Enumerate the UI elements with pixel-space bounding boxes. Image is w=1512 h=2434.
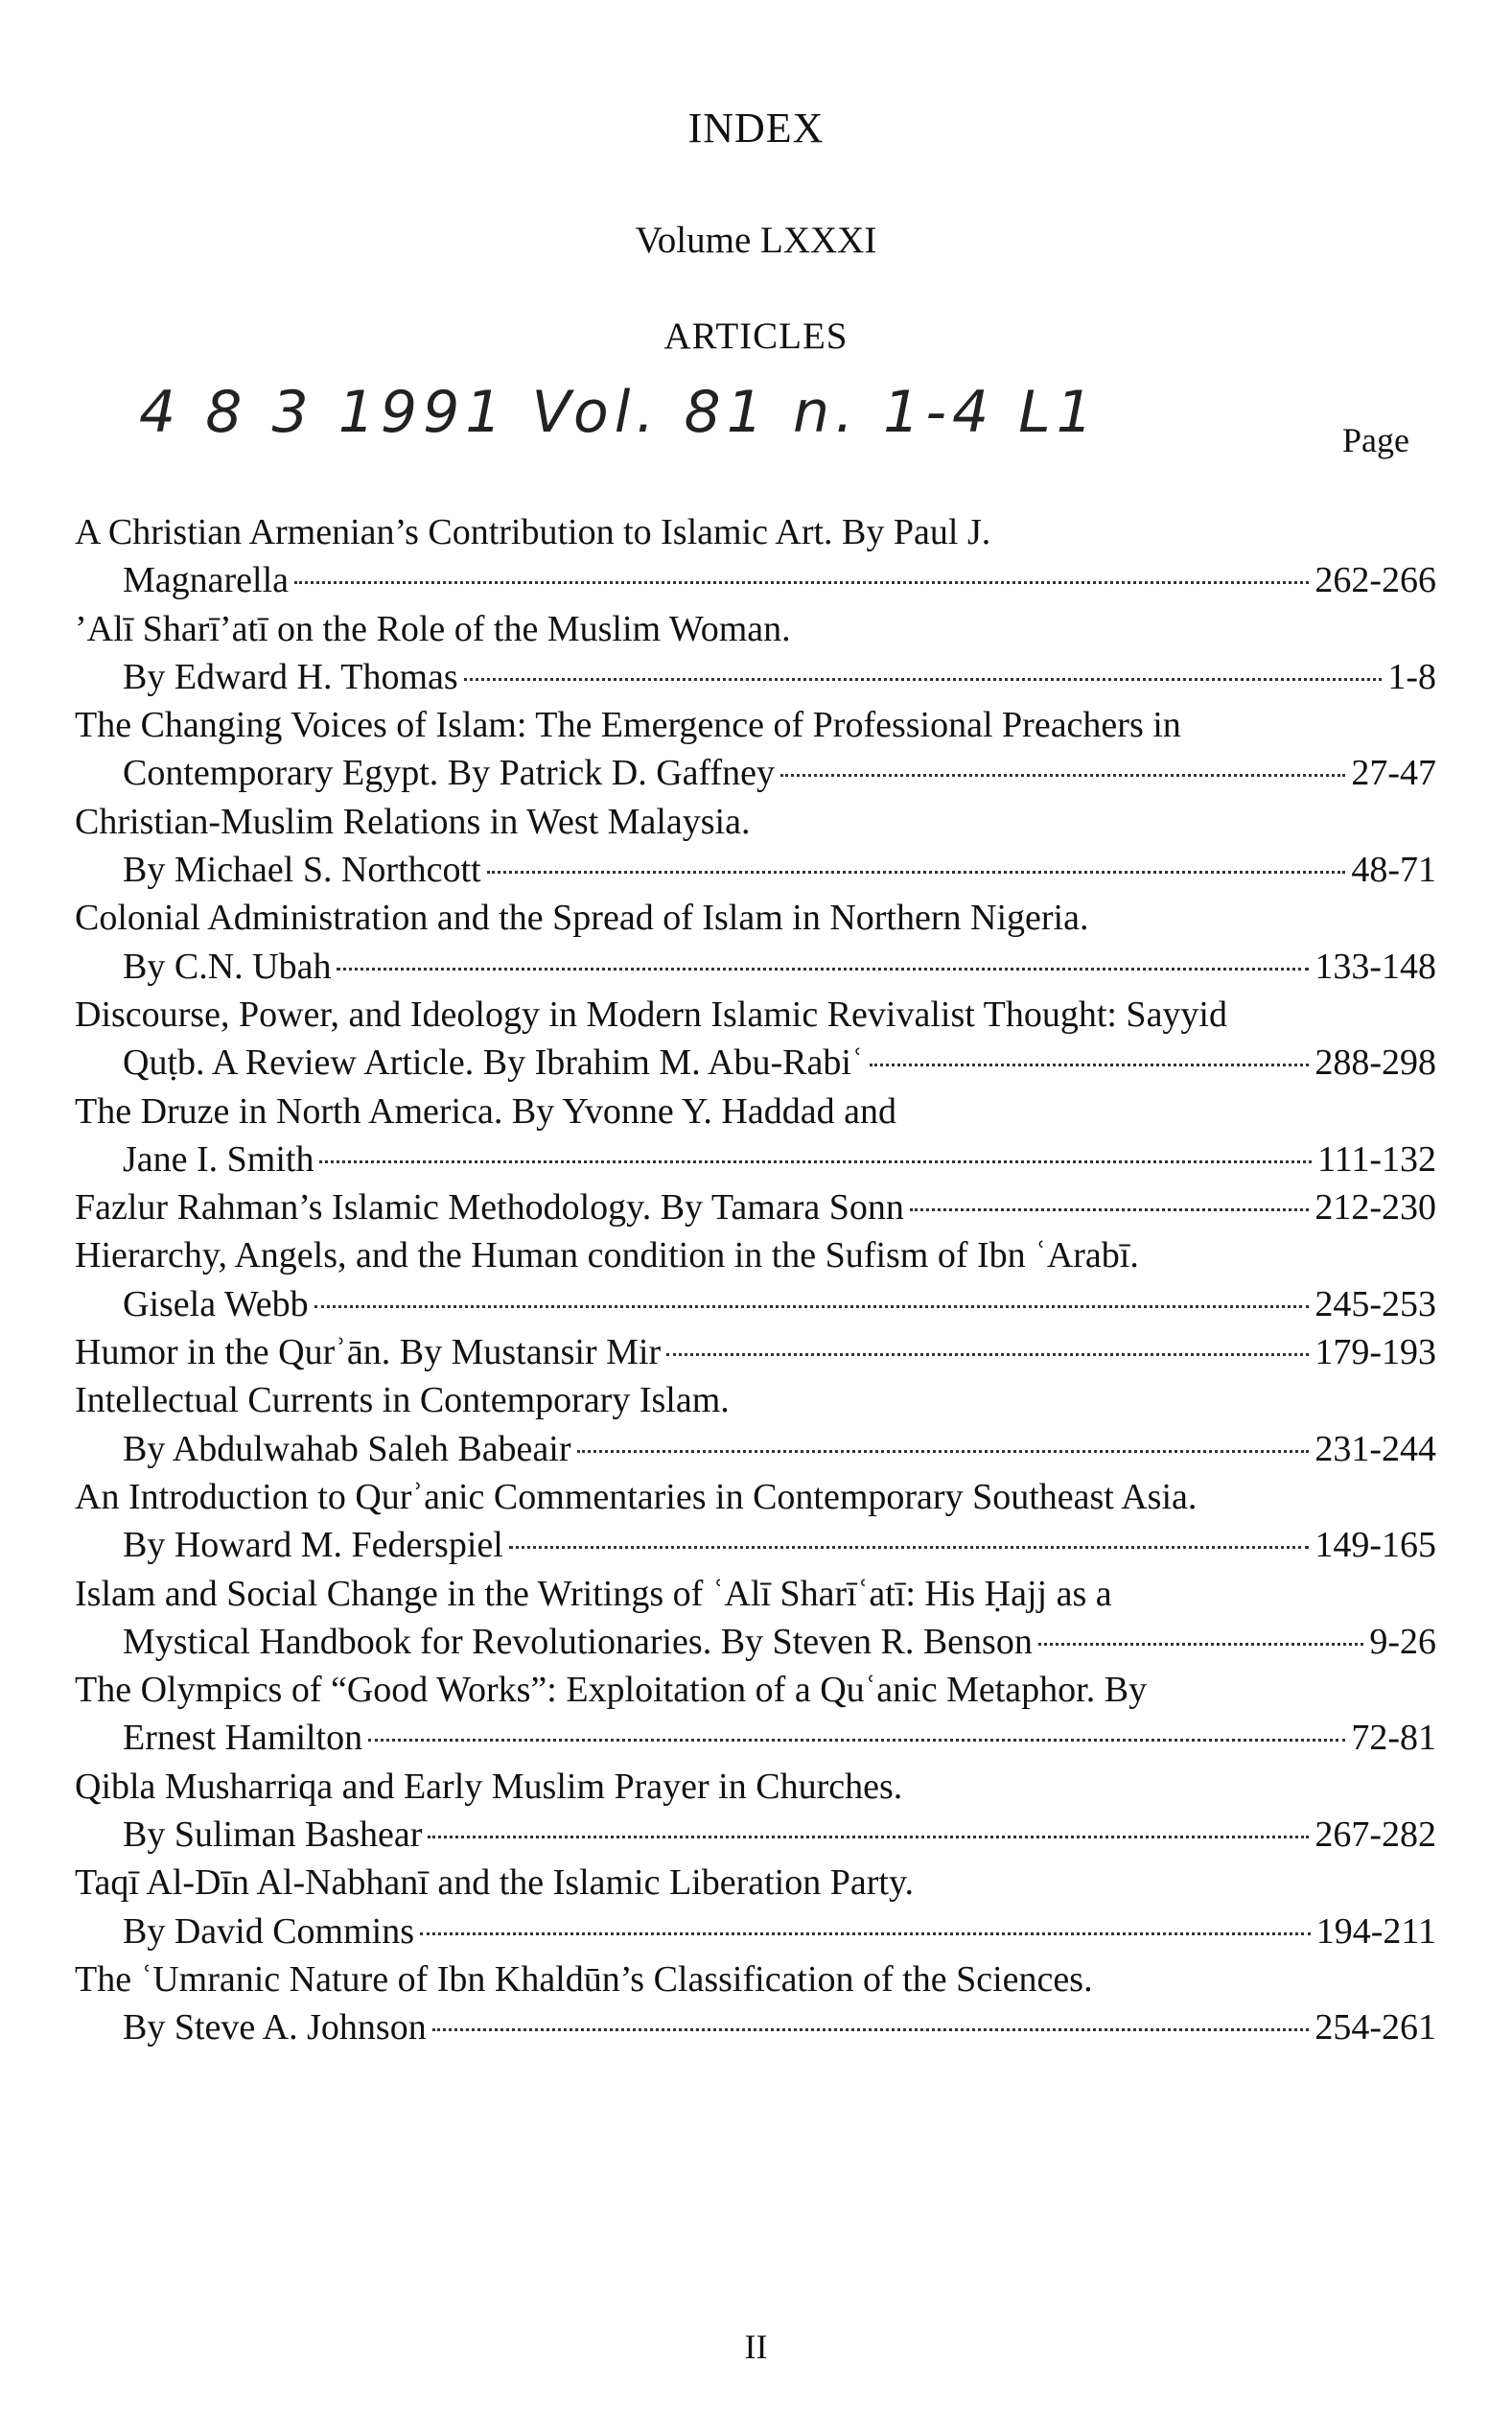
entry-author-text: By Edward H. Thomas (123, 656, 458, 697)
entry-title-line: Colonial Administration and the Spread of Islam in Northern Nigeria. (75, 898, 1089, 939)
entry-page-range: 245-253 (1314, 1283, 1436, 1324)
volume-label: Volume LXXXI (635, 220, 877, 261)
entry-title-line: The ʿUmranic Nature of Ibn Khaldūn’s Classification of the Sciences. (75, 1958, 1093, 2000)
entry-author-text: By Steve A. Johnson (123, 2007, 427, 2048)
entry-title-line: An Introduction to Qurʾanic Commentaries in Contemporary Southeast Asia. (75, 1476, 1198, 1517)
entry-author-line (75, 1425, 1436, 1473)
index-entry (75, 1183, 1436, 1231)
entry-page-range: 9-26 (1369, 1621, 1436, 1662)
entry-title-line: The Olympics of “Good Works”: Exploitation of a Quʿanic Metaphor. By (75, 1670, 1148, 1711)
entry-title-line: The Druze in North America. By Yvonne Y. Haddad and (75, 1090, 896, 1132)
entry-author-line (75, 1039, 1436, 1087)
entry-author-text: Jane I. Smith (123, 1138, 314, 1180)
entry-author-line (75, 1135, 1436, 1183)
index-entry (75, 605, 1436, 702)
dot-leader (337, 968, 1309, 971)
dot-leader (314, 1305, 1310, 1308)
index-entry (75, 798, 1436, 895)
entry-author-line (75, 556, 1436, 604)
index-entry (75, 1088, 1436, 1184)
entry-author-line (75, 1618, 1436, 1666)
index-entry (75, 1666, 1436, 1763)
dot-leader (870, 1064, 1310, 1066)
entry-author-text: By Michael S. Northcott (123, 850, 481, 891)
entry-title-line: Christian-Muslim Relations in West Malaysia. (75, 801, 751, 842)
dot-leader (294, 581, 1309, 584)
entry-author-line (75, 1328, 1436, 1376)
entry-page-range: 254-261 (1314, 2007, 1436, 2048)
entry-page-range: 288-298 (1314, 1042, 1436, 1084)
entry-author-line (75, 749, 1436, 797)
entry-author-line (75, 1280, 1436, 1328)
entry-page-range: 1-8 (1387, 656, 1436, 697)
entry-author-line (75, 1714, 1436, 1762)
entry-author-text: Humor in the Qurʾān. By Mustansir Mir (75, 1332, 662, 1373)
dot-leader (420, 1932, 1311, 1935)
index-entry (75, 1859, 1436, 1955)
entry-author-line (75, 1183, 1436, 1231)
entry-author-line (75, 1521, 1436, 1569)
entry-author-text: By Abdulwahab Saleh Babeair (123, 1428, 571, 1469)
article-index-list (75, 508, 1436, 2052)
dot-leader (1038, 1643, 1364, 1646)
entry-page-range: 111-132 (1317, 1138, 1436, 1180)
entry-author-text: Quṭb. A Review Article. By Ibrahim M. Abu-Rabiʿ (123, 1042, 864, 1084)
dot-leader (509, 1546, 1310, 1549)
handwritten-annotation: 4 8 3 1991 Vol. 81 n. 1-4 L1 (139, 379, 1099, 446)
entry-page-range: 194-211 (1315, 1910, 1436, 1952)
entry-page-range: 48-71 (1351, 850, 1436, 891)
entry-author-line (75, 2003, 1436, 2051)
entry-title-line: Taqī Al-Dīn Al-Nabhanī and the Islamic Liberation Party. (75, 1862, 914, 1904)
entry-page-range: 262-266 (1314, 560, 1436, 601)
entry-page-range: 267-282 (1314, 1814, 1436, 1856)
entry-author-line (75, 846, 1436, 894)
dot-leader (910, 1208, 1309, 1211)
entry-title-line: ’Alī Sharī’atī on the Role of the Muslim Woman. (75, 608, 791, 649)
entry-author-text: By Howard M. Federspiel (123, 1525, 503, 1566)
index-title: INDEX (687, 105, 825, 152)
entry-author-text: Mystical Handbook for Revolutionaries. By Steven R. Benson (123, 1621, 1033, 1662)
entry-page-range: 212-230 (1314, 1187, 1436, 1229)
entry-author-text: Gisela Webb (123, 1283, 309, 1324)
entry-author-line (75, 1907, 1436, 1955)
index-entry (75, 991, 1436, 1088)
dot-leader (432, 2028, 1310, 2031)
index-entry (75, 1473, 1436, 1570)
entry-page-range: 149-165 (1314, 1525, 1436, 1566)
index-entry (75, 508, 1436, 605)
page-folio: II (744, 2328, 768, 2366)
dot-leader (487, 871, 1346, 874)
entry-page-range: 133-148 (1314, 946, 1436, 987)
index-entry (75, 1376, 1436, 1473)
entry-author-text: By David Commins (123, 1910, 415, 1952)
entry-title-line: Hierarchy, Angels, and the Human condition in the Sufism of Ibn ʿArabī. (75, 1235, 1139, 1276)
index-entry (75, 701, 1436, 798)
entry-author-text: Magnarella (123, 560, 290, 601)
page-column-label: Page (1342, 421, 1409, 459)
entry-author-line (75, 943, 1436, 991)
entry-author-text: By C.N. Ubah (123, 946, 332, 987)
section-heading: ARTICLES (663, 316, 849, 357)
dot-leader (666, 1353, 1309, 1356)
entry-author-text: Contemporary Egypt. By Patrick D. Gaffney (123, 753, 775, 794)
entry-title-line: Discourse, Power, and Ideology in Modern Islamic Revivalist Thought: Sayyid (75, 994, 1227, 1035)
entry-page-range: 179-193 (1314, 1332, 1436, 1373)
dot-leader (780, 774, 1345, 777)
index-entry (75, 1570, 1436, 1667)
entry-author-text: Fazlur Rahman’s Islamic Methodology. By Tamara Sonn (75, 1187, 904, 1229)
entry-author-line (75, 653, 1436, 701)
dot-leader (319, 1160, 1312, 1163)
entry-title-line: Islam and Social Change in the Writings of ʿAlī Sharīʿatī: His Ḥajj as a (75, 1573, 1112, 1614)
dot-leader (577, 1450, 1310, 1453)
index-entry (75, 1231, 1436, 1328)
entry-title-line: The Changing Voices of Islam: The Emergence of Professional Preachers in (75, 705, 1181, 746)
entry-author-text: Ernest Hamilton (123, 1718, 363, 1759)
dot-leader (368, 1739, 1345, 1742)
entry-page-range: 231-244 (1314, 1428, 1436, 1469)
dot-leader (464, 678, 1383, 681)
index-entry (75, 1328, 1436, 1376)
index-entry (75, 894, 1436, 991)
entry-author-line (75, 1811, 1436, 1859)
entry-title-line: Intellectual Currents in Contemporary Islam. (75, 1380, 730, 1421)
entry-page-range: 27-47 (1351, 753, 1436, 794)
entry-author-text: By Suliman Bashear (123, 1814, 423, 1856)
entry-title-line: Qibla Musharriqa and Early Muslim Prayer in Churches. (75, 1766, 903, 1807)
index-entry (75, 1955, 1436, 2052)
dot-leader (428, 1836, 1309, 1838)
entry-title-line: A Christian Armenian’s Contribution to Islamic Art. By Paul J. (75, 512, 991, 552)
entry-page-range: 72-81 (1351, 1718, 1436, 1759)
index-entry (75, 1763, 1436, 1860)
